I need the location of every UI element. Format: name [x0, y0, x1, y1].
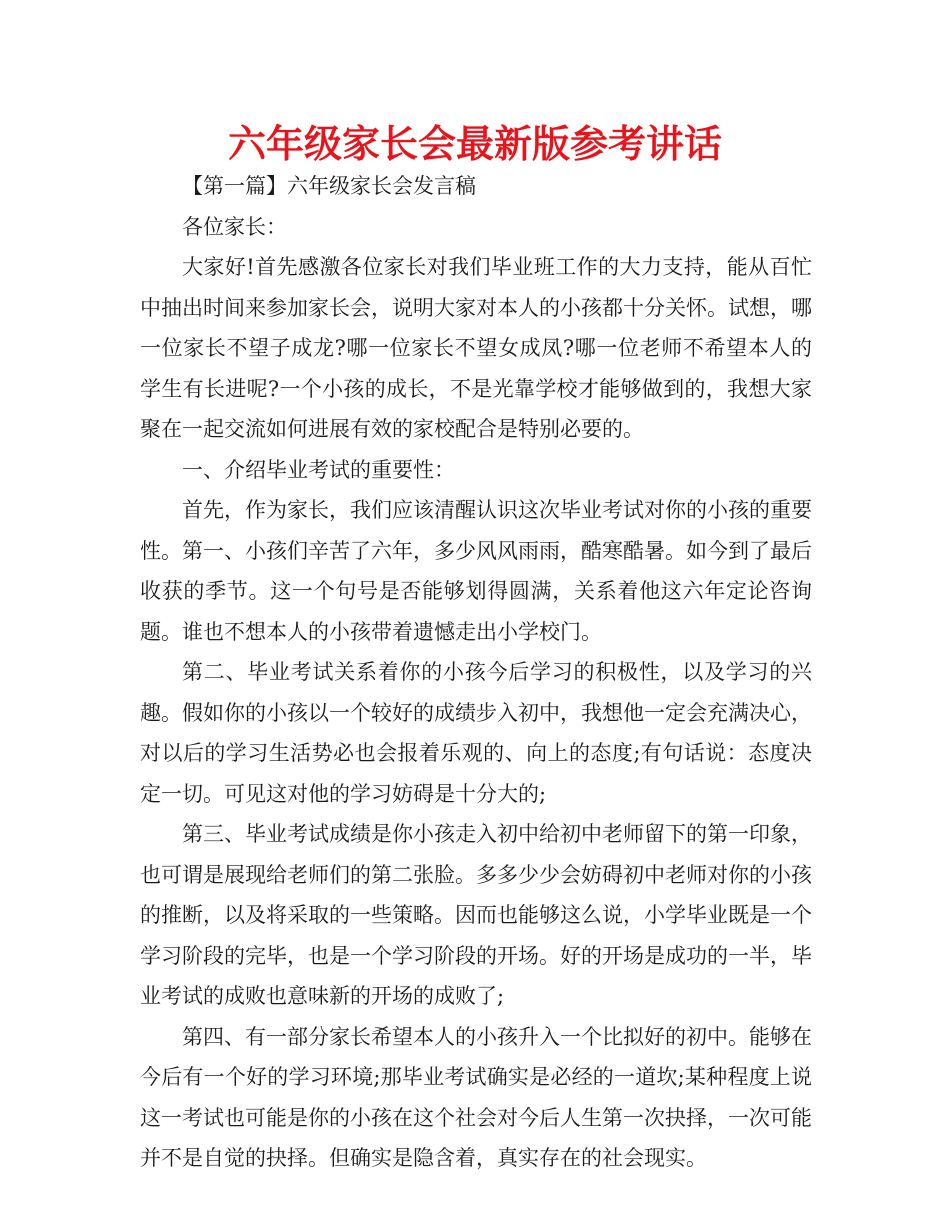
paragraph-second: 第二、毕业考试关系着你的小孩今后学习的积极性，以及学习的兴趣。假如你的小孩以一个较好的成绩步入初中，我想他一定会充满决心，对以后的学习生活势必也会报着乐观的、向上的态度;有句话说：态度决定一切。可见这对他的学习妨碍是十分大的;	[140, 660, 812, 806]
document-body	[140, 166, 812, 1179]
paragraph-third: 第三、毕业考试成绩是你小孩走入初中给初中老师留下的第一印象，也可谓是展现给老师们的第二张脸。多多少少会妨碍初中老师对你的小孩的推断，以及将采取的一些策略。因而也能够这么说，小学毕业既是一个学习阶段的完毕，也是一个学习阶段的开场。好的开场是成功的一半，毕业考试的成败也意味新的开场的成败了;	[140, 822, 812, 1008]
document-title: 六年级家长会最新版参考讲话	[227, 122, 722, 166]
paragraph-first: 首先，作为家长，我们应该清醒认识这次毕业考试对你的小孩的重要性。第一、小孩们辛苦了六年，多少风风雨雨，酷寒酷暑。如今到了最后收获的季节。这一个句号是否能够划得圆满，关系着他这六年定论咨询题。谁也不想本人的小孩带着遗憾走出小学校门。	[140, 498, 812, 644]
paragraph-fourth: 第四、有一部分家长希望本人的小孩升入一个比拟好的初中。能够在今后有一个好的学习环境;那毕业考试确实是必经的一道坎;某种程度上说这一考试也可能是你的小孩在这个社会对今后人生第一次抉择，一次可能并不是自觉的抉择。但确实是隐含着，真实存在的社会现实。	[140, 1024, 812, 1170]
section-heading: 【第一篇】六年级家长会发言稿	[182, 174, 476, 198]
salutation: 各位家长：	[182, 214, 287, 239]
paragraph-intro: 大家好!首先感激各位家长对我们毕业班工作的大力支持，能从百忙中抽出时间来参加家长会，说明大家对本人的小孩都十分关怀。试想，哪一位家长不望子成龙?哪一位家长不望女成凤?哪一位老师不希望本人的学生有长进呢?一个小孩的成长，不是光靠学校才能够做到的，我想大家聚在一起交流如何进展有效的家校配合是特别必要的。	[140, 255, 812, 441]
subheading-importance: 一、介绍毕业考试的重要性：	[182, 457, 455, 482]
